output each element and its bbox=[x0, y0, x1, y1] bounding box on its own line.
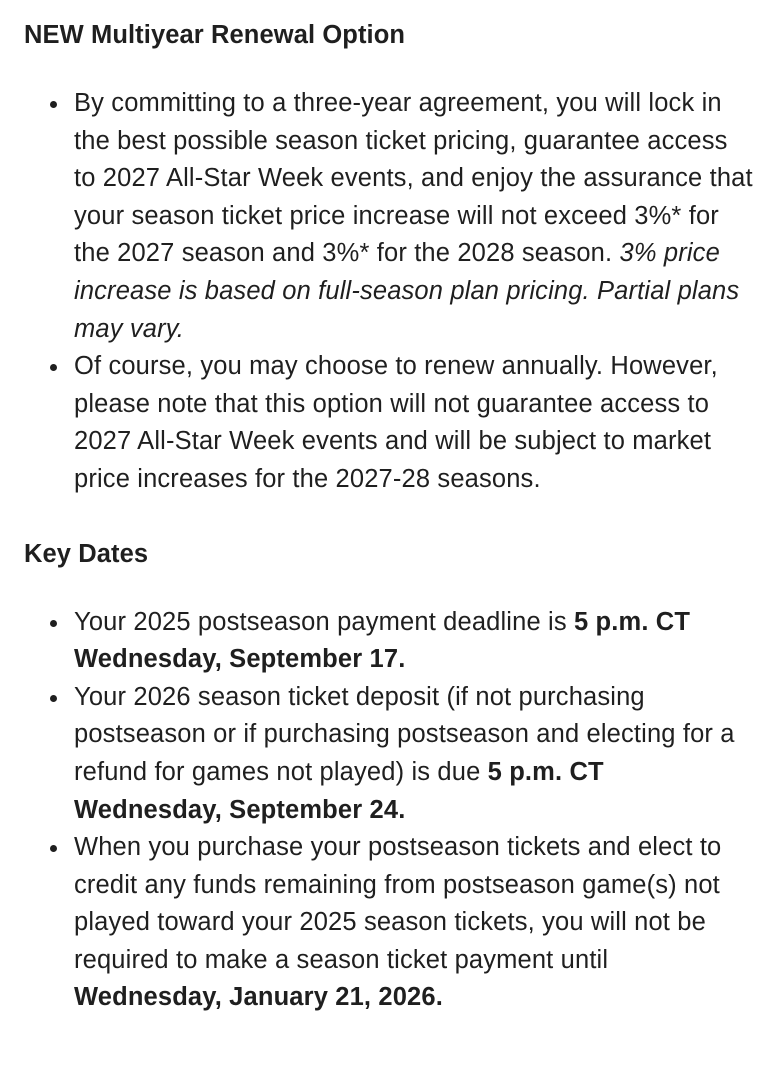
bullet-icon bbox=[50, 845, 57, 852]
key-date-text: Your 2025 postseason payment deadline is bbox=[74, 607, 574, 636]
multiyear-item-text: By committing to a three-year agreement, you will lock in the best possible season ticket pricing, guarantee access to 2027 All-Star Week events, and enjoy the assurance that your season ticket price increase will not exceed 3%* for the 2027 season and 3%* for the 2028 season. bbox=[74, 89, 753, 268]
list-item bbox=[24, 679, 753, 829]
list-item bbox=[24, 829, 753, 1017]
key-dates-list bbox=[24, 604, 753, 1018]
list-item bbox=[24, 85, 753, 348]
key-date-text: When you purchase your postseason tickets and elect to credit any funds remaining from postseason game(s) not played toward your 2025 season tickets, you will not be required to make a season ticket payment until bbox=[74, 833, 722, 974]
key-date-deadline: 5 p.m. CT Wednesday, September 24. bbox=[74, 757, 604, 824]
multiyear-heading: NEW Multiyear Renewal Option bbox=[24, 21, 406, 49]
bullet-icon bbox=[50, 364, 57, 371]
list-item bbox=[24, 348, 753, 498]
list-item bbox=[24, 604, 753, 679]
multiyear-item-text: Of course, you may choose to renew annually. However, please note that this option will not guarantee access to 2027 All-Star Week events and will be subject to market price increases for the 2027-28 seasons. bbox=[74, 352, 718, 493]
key-dates-heading: Key Dates bbox=[24, 539, 149, 568]
key-date-deadline: Wednesday, January 21, 2026. bbox=[74, 983, 443, 1012]
key-date-text: Your 2026 season ticket deposit (if not purchasing postseason or if purchasing postseason and electing for a refund for games not played) is due bbox=[74, 682, 735, 786]
price-increase-note: 3% price increase is based on full-season plan pricing. Partial plans may vary. bbox=[74, 239, 740, 343]
bullet-icon bbox=[50, 620, 57, 627]
key-date-deadline: 5 p.m. CT Wednesday, September 17. bbox=[74, 607, 691, 674]
bullet-icon bbox=[50, 695, 57, 702]
multiyear-list bbox=[24, 85, 753, 499]
bullet-icon bbox=[50, 101, 57, 108]
